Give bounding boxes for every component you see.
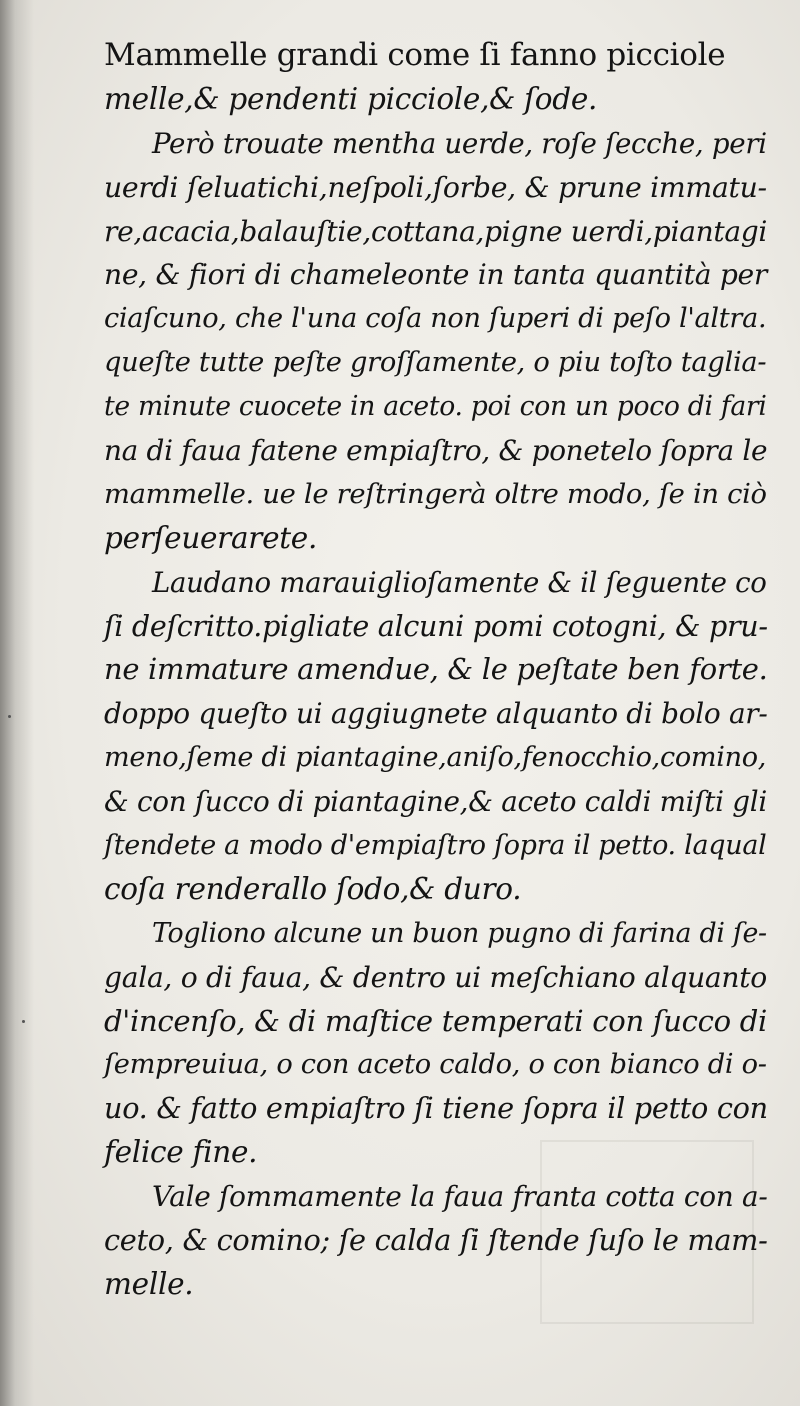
text-line: melle,& pendenti picciole,& ſode. <box>104 81 598 116</box>
text-line: d'incenſo, & di maſtice temperati con ſucco di <box>104 1003 768 1038</box>
paragraph-first-line: Togliono alcune un buon pugno di farina di ſe- <box>152 917 767 949</box>
paragraph-first-line: Vale ſommamente la faua franta cotta con a- <box>152 1180 768 1214</box>
text-line: queſte tutte peſte groſſamente, o piu toſto taglia- <box>104 347 767 379</box>
text-line: te minute cuocete in aceto. poi con un poco di fari <box>104 391 767 423</box>
paper-speck <box>8 715 11 718</box>
text-line: felice fine. <box>104 1135 258 1170</box>
text-line: na di faua fatene empiaſtro, & ponetelo ſopra le <box>104 434 768 468</box>
text-line: uerdi ſeluatichi,neſpoli,ſorbe, & prune immatu- <box>104 170 767 204</box>
text-line: ceto, & comino; ſe calda ſi ſtende ſuſo le mam- <box>104 1223 768 1258</box>
text-line: coſa renderallo ſodo,& duro. <box>104 871 522 906</box>
text-line: ſtendete a modo d'empiaſtro ſopra il petto. laqual <box>104 830 767 862</box>
text-line: re,acacia,balauſtie,cottana,pigne uerdi,piantagi <box>104 214 768 248</box>
text-line: & con ſucco di piantagine,& aceto caldi miſti gli <box>104 785 767 819</box>
text-line: uo. & fatto empiaſtro ſi tiene ſopra il petto con <box>104 1091 768 1126</box>
text-line: ſempreuiua, o con aceto caldo, o con bianco di o- <box>104 1049 767 1081</box>
body-text <box>104 34 768 1307</box>
text-line: ne, & fiori di chameleonte in tanta quantità per <box>104 258 768 292</box>
text-line: perſeuerarete. <box>104 520 318 555</box>
text-line: doppo queſto ui aggiugnete alquanto di bolo ar- <box>104 697 768 731</box>
text-line: gala, o di faua, & dentro ui meſchiano alquanto <box>104 960 767 994</box>
text-line: mammelle. ue le reſtringerà oltre modo, ſe in ciò <box>104 478 767 510</box>
text-line: ciaſcuno, che l'una coſa non ſuperi di peſo l'altra. <box>104 303 767 335</box>
heading-line: Mammelle grandi come ſi fanno picciole <box>104 37 726 73</box>
text-line: melle. <box>104 1266 194 1301</box>
gutter-shadow <box>0 0 34 1406</box>
paragraph-first-line: Però trouate mentha uerde, roſe ſecche, peri <box>152 126 767 160</box>
text-line: ſi deſcritto.pigliate alcuni pomi cotogni, & pru- <box>104 608 768 643</box>
paragraph-first-line: Laudano marauiglioſamente & il ſeguente co <box>152 565 767 599</box>
text-line: meno,ſeme di piantagine,aniſo,fenocchio,comino, <box>104 742 767 774</box>
paper-speck <box>22 1020 25 1023</box>
text-line: ne immature amendue, & le peſtate ben forte. <box>104 652 768 687</box>
